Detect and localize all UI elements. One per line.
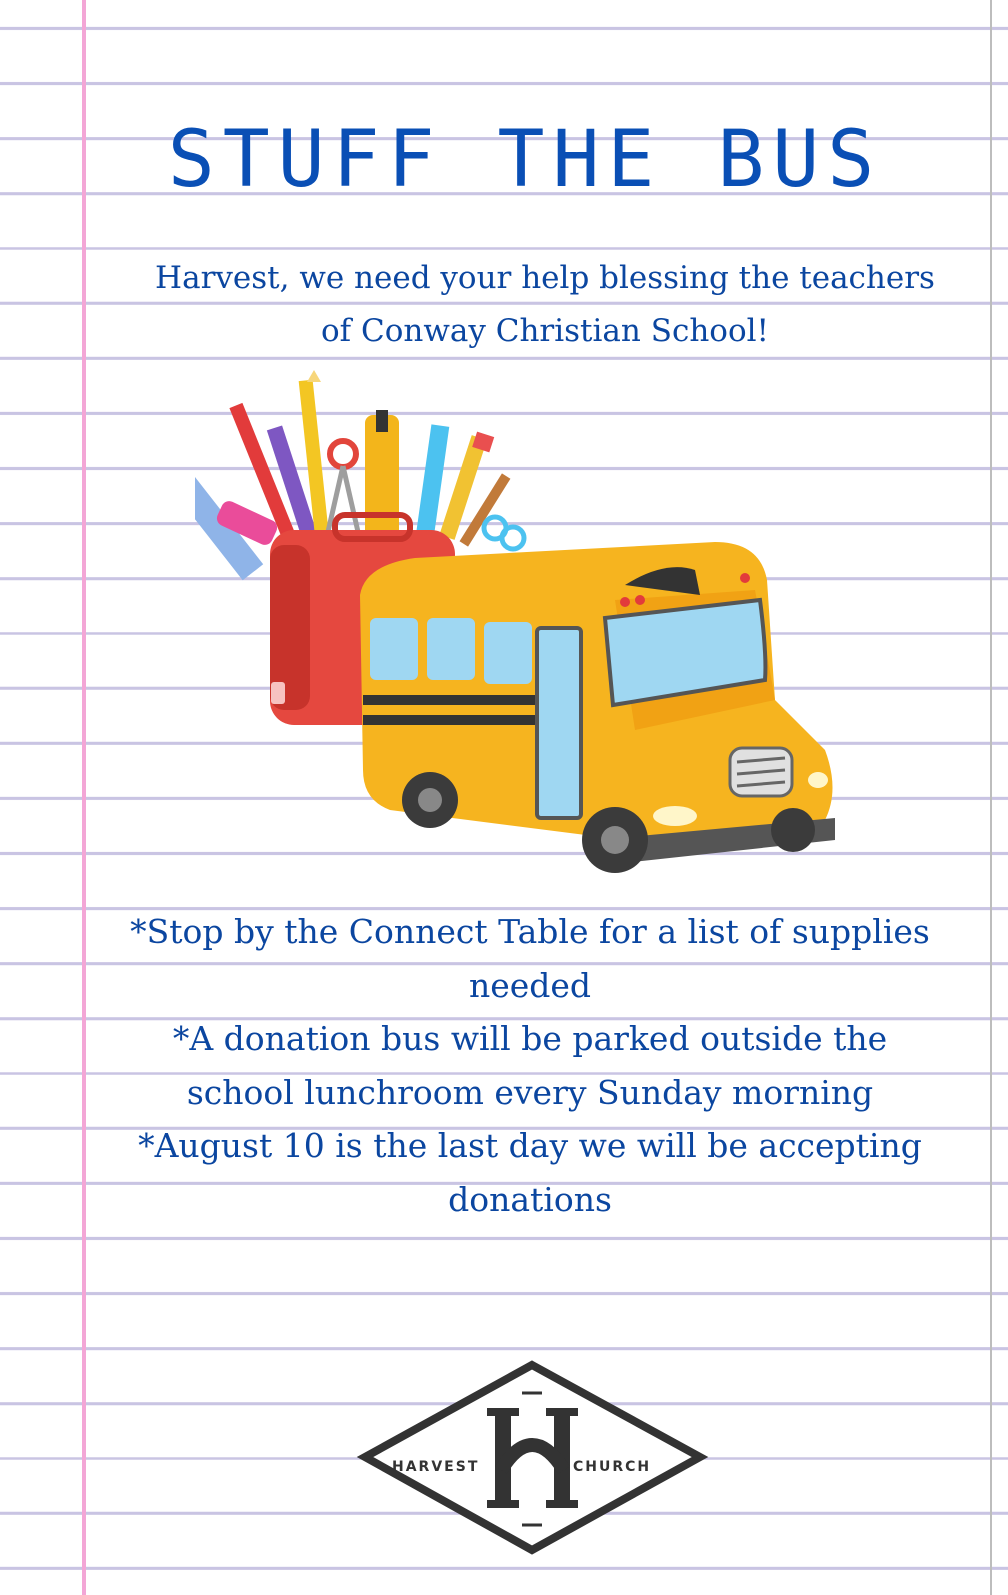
school-bus-illustration xyxy=(195,370,855,900)
notebook-margin-line xyxy=(82,0,86,1595)
logo-text-church: CHURCH xyxy=(573,1459,652,1475)
logo-text-harvest: HARVEST xyxy=(392,1459,480,1475)
intro-text xyxy=(105,252,985,358)
bullet-connect-table: *Stop by the Connect Table for a list of supplies needed xyxy=(130,912,930,1005)
page-edge xyxy=(990,0,992,1595)
harvest-church-logo xyxy=(355,1360,710,1555)
bullet-list xyxy=(130,905,930,1226)
page-title: STUFF THE BUS xyxy=(167,115,883,205)
intro-line-2: of Conway Christian School! xyxy=(321,313,769,349)
intro-line-1: Harvest, we need your help blessing the teachers xyxy=(155,260,935,296)
bullet-last-day: *August 10 is the last day we will be accepting donations xyxy=(138,1126,922,1219)
school-bus-icon xyxy=(360,542,835,873)
bullet-donation-bus: *A donation bus will be parked outside the school lunchroom every Sunday morning xyxy=(172,1019,888,1112)
